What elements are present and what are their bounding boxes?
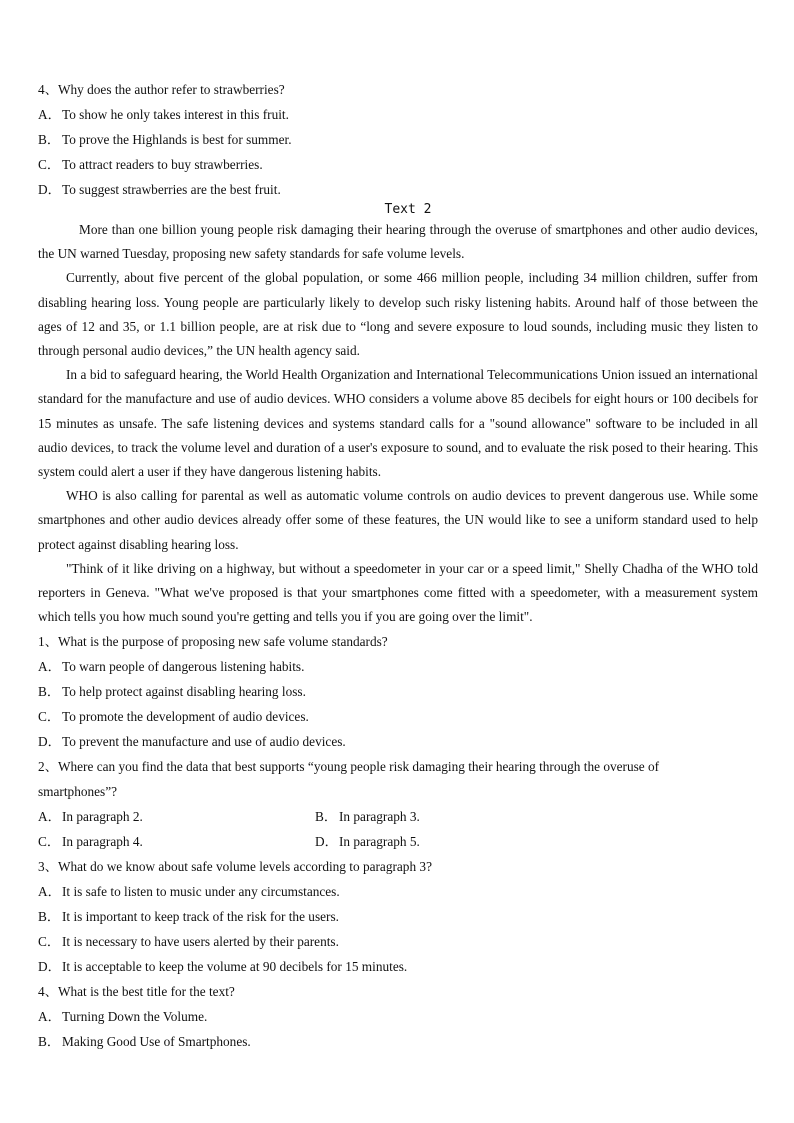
passage: [38, 218, 758, 629]
option-text: It is safe to listen to music under any circumstances.: [62, 884, 340, 900]
option-text: To help protect against disabling hearing loss.: [62, 684, 306, 700]
question-text: What is the best title for the text?: [57, 984, 235, 1000]
question-text: What do we know about safe volume levels according to paragraph 3?: [57, 859, 432, 875]
question-stem: [38, 629, 758, 654]
option-b: [38, 1029, 758, 1054]
option-letter: B．: [315, 809, 338, 825]
option-letter: A．: [38, 107, 61, 122]
option-a: [38, 804, 315, 829]
question-4: [38, 979, 758, 1054]
option-text: In paragraph 5.: [339, 834, 420, 850]
paragraph-4: WHO is also calling for parental as well as automatic volume controls on audio devices to prevent dangerous use. While some smartphones and other audio devices already offer some of these features, the UN would like to see a uniform standard used to help protect against disabling hearing loss.: [38, 488, 758, 552]
question-2: [38, 754, 758, 854]
option-letter: C．: [38, 934, 61, 950]
option-c: [38, 152, 758, 177]
option-a: [38, 879, 758, 904]
option-text: In paragraph 4.: [62, 834, 143, 850]
option-b: [38, 679, 758, 704]
option-b: [38, 127, 758, 152]
option-text: To prevent the manufacture and use of audio devices.: [62, 734, 346, 750]
option-text: It is acceptable to keep the volume at 90 decibels for 15 minutes.: [62, 959, 408, 975]
option-text: In paragraph 2.: [62, 809, 143, 825]
option-letter: D．: [38, 182, 61, 197]
option-a: [38, 1004, 758, 1029]
paragraph-5: "Think of it like driving on a highway, but without a speedometer in your car or a speed limit," Shelly Chadha of the WHO told reporters in Geneva. "What we've proposed is that your smartphones come fitted with a speedometer, with a measurement system which tells you how much sound you're getting and tells you if you are going over the limit".: [38, 560, 758, 625]
option-text: Making Good Use of Smartphones.: [62, 1034, 251, 1050]
question-number: 4、: [38, 984, 58, 1000]
question-stem: [38, 754, 718, 804]
question-stem: [38, 77, 758, 102]
option-letter: A．: [38, 884, 61, 900]
question-1: [38, 629, 758, 754]
option-c: [38, 704, 758, 729]
option-letter: B．: [38, 1034, 61, 1050]
options-row: [38, 829, 758, 854]
question-3: [38, 854, 758, 979]
question-text: Where can you find the data that best supports “young people risk damaging their hearing through the overuse of smartphones”?: [38, 759, 660, 800]
option-b: [38, 904, 758, 929]
question-number: 1、: [38, 634, 58, 650]
paragraph-1: More than one billion young people risk damaging their hearing through the overuse of smartphones and other audio devices, the UN warned Tuesday, proposing new safety standards for safe volume levels.: [38, 222, 758, 262]
option-text: To suggest strawberries are the best fruit.: [62, 182, 281, 197]
option-letter: C．: [38, 834, 61, 850]
question-number: 3、: [38, 859, 58, 875]
question-stem: [38, 979, 758, 1004]
option-b: [315, 804, 592, 829]
option-letter: D．: [315, 834, 338, 850]
option-text: To show he only takes interest in this fruit.: [62, 107, 289, 122]
question-number: 4、: [38, 82, 58, 97]
option-d: [38, 954, 758, 979]
option-letter: C．: [38, 157, 61, 172]
paragraph-3: In a bid to safeguard hearing, the World Health Organization and International Telecommunications Union issued an international standard for the manufacture and use of audio devices. WHO considers a volume above 85 decibels for eight hours or 100 decibels for 15 minutes as unsafe. The safe listening devices and systems standard calls for a "sound allowance" software to be included in all audio devices, to track the volume level and duration of a user's exposure to sound, and to evaluate the risk posed to their hearing. This system could alert a user if they have dangerous listening habits.: [38, 367, 758, 480]
option-text: To prove the Highlands is best for summer.: [62, 132, 292, 147]
option-letter: A．: [38, 809, 61, 825]
option-d: [315, 829, 592, 854]
option-d: [38, 729, 758, 754]
option-c: [38, 829, 315, 854]
document-page: [38, 77, 758, 1054]
option-letter: A．: [38, 1009, 61, 1025]
option-text: It is necessary to have users alerted by their parents.: [62, 934, 339, 950]
option-text: To promote the development of audio devices.: [62, 709, 309, 725]
options-row: [38, 804, 758, 829]
option-d: [38, 177, 758, 202]
option-text: It is important to keep track of the risk for the users.: [62, 909, 339, 925]
option-letter: B．: [38, 909, 61, 925]
paragraph-2: Currently, about five percent of the global population, or some 466 million people, including 34 million children, suffer from disabling hearing loss. Young people are particularly likely to develop such risky listening habits. Around half of those between the ages of 12 and 35, or 1.1 billion people, are at risk due to “long and severe exposure to loud sounds, including music they listen to through personal audio devices,” the UN health agency said.: [38, 270, 758, 359]
option-c: [38, 929, 758, 954]
question-text: What is the purpose of proposing new safe volume standards?: [57, 634, 388, 650]
question-stem: [38, 854, 758, 879]
option-letter: C．: [38, 709, 61, 725]
option-text: In paragraph 3.: [339, 809, 420, 825]
option-text: Turning Down the Volume.: [62, 1009, 208, 1025]
option-text: To warn people of dangerous listening habits.: [62, 659, 305, 675]
question-number: 2、: [38, 759, 58, 775]
option-letter: B．: [38, 684, 61, 700]
option-letter: D．: [38, 959, 61, 975]
option-a: [38, 654, 758, 679]
question-text: Why does the author refer to strawberries?: [57, 82, 285, 97]
section-heading: Text 2: [384, 202, 432, 217]
option-letter: B．: [38, 132, 61, 147]
prev-question: [38, 77, 758, 202]
option-text: To attract readers to buy strawberries.: [62, 157, 263, 172]
option-letter: D．: [38, 734, 61, 750]
option-a: [38, 102, 758, 127]
option-letter: A．: [38, 659, 61, 675]
